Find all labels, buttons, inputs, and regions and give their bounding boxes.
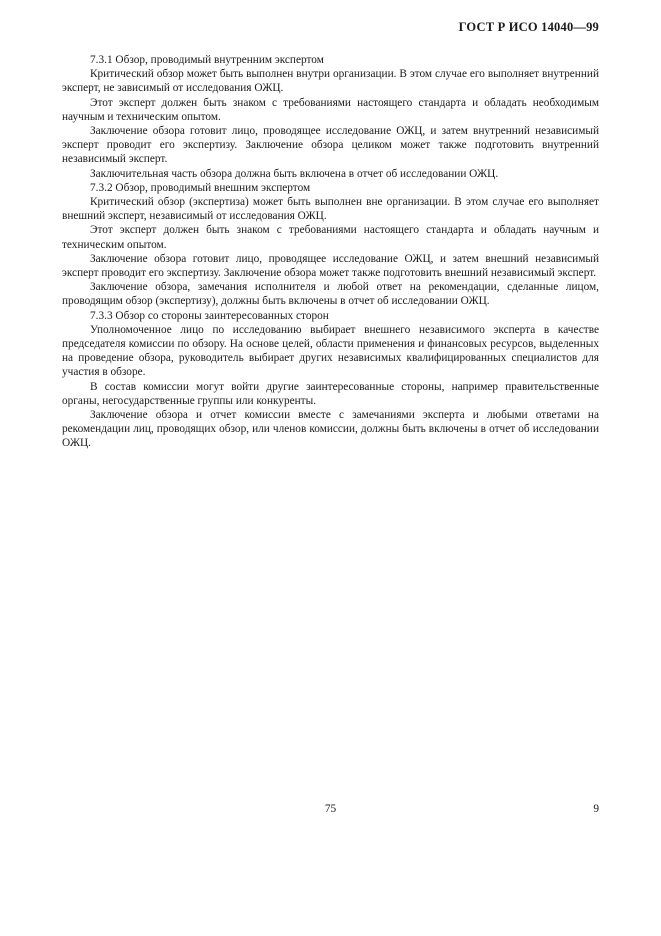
section-heading-7-3-3: 7.3.3 Обзор со стороны заинтересованных сторон xyxy=(90,309,329,322)
page-number: 75 xyxy=(324,803,337,815)
document-body xyxy=(62,53,599,451)
section-heading-7-3-2: 7.3.2 Обзор, проводимый внешним экспертом xyxy=(90,181,311,194)
paragraph: Заключение обзора готовит лицо, проводящее исследование ОЖЦ, и затем внутренний независимый эксперт проводит его экспертизу. Заключение обзора целиком может также подготовить внутренний независимый эксперт. xyxy=(62,125,599,166)
section-heading-7-3-1: 7.3.1 Обзор, проводимый внутренним экспертом xyxy=(90,54,324,66)
paragraph: Заключительная часть обзора должна быть включена в отчет об исследовании ОЖЦ. xyxy=(90,167,499,180)
paragraph: Уполномоченное лицо по исследованию выбирает внешнего независимого эксперта в качестве председателя комиссии по обзору. На основе целей, области применения и финансовых ресурсов, выделенных на проведение обзора, руководитель выбирает других независимых квалифицированных специалистов для участия в обзоре. xyxy=(62,323,599,379)
paragraph: Критический обзор (экспертиза) может быть выполнен вне организации. В этом случае его выполняет внешний эксперт, независимый от исследования ОЖЦ. xyxy=(62,196,599,223)
paragraph: Критический обзор может быть выполнен внутри организации. В этом случае его выполняет внутренний эксперт, не зависимый от исследования ОЖЦ. xyxy=(62,68,599,95)
paragraph: Этот эксперт должен быть знаком с требованиями настоящего стандарта и обладать научным и техническим опытом. xyxy=(62,224,599,251)
paragraph: Этот эксперт должен быть знаком с требованиями настоящего стандарта и обладать необходимым научным и техническим опытом. xyxy=(62,96,599,123)
paragraph: В состав комиссии могут войти другие заинтересованные стороны, например правительственные органы, негосударственные группы или конкуренты. xyxy=(62,380,599,407)
paragraph: Заключение обзора готовит лицо, проводящее исследование ОЖЦ, и затем внешний независимый эксперт проводит его экспертизу. Заключение обзора может также подготовить внешний независимый эксперт. xyxy=(62,252,599,280)
paragraph: Заключение обзора, замечания исполнителя и любой ответ на рекомендации, сделанные лицом, проводящим обзор (экспертизу), должны быть включены в отчет об исследовании ОЖЦ. xyxy=(62,281,599,308)
paragraph: Заключение обзора и отчет комиссии вместе с замечаниями эксперта и любыми ответами на рекомендации лиц, проводящих обзор, или членов комиссии, должны быть включены в отчет об исследовании ОЖЦ. xyxy=(62,409,599,450)
document-code: ГОСТ Р ИСО 14040—99 xyxy=(458,20,599,34)
sheet-number: 9 xyxy=(593,803,599,815)
